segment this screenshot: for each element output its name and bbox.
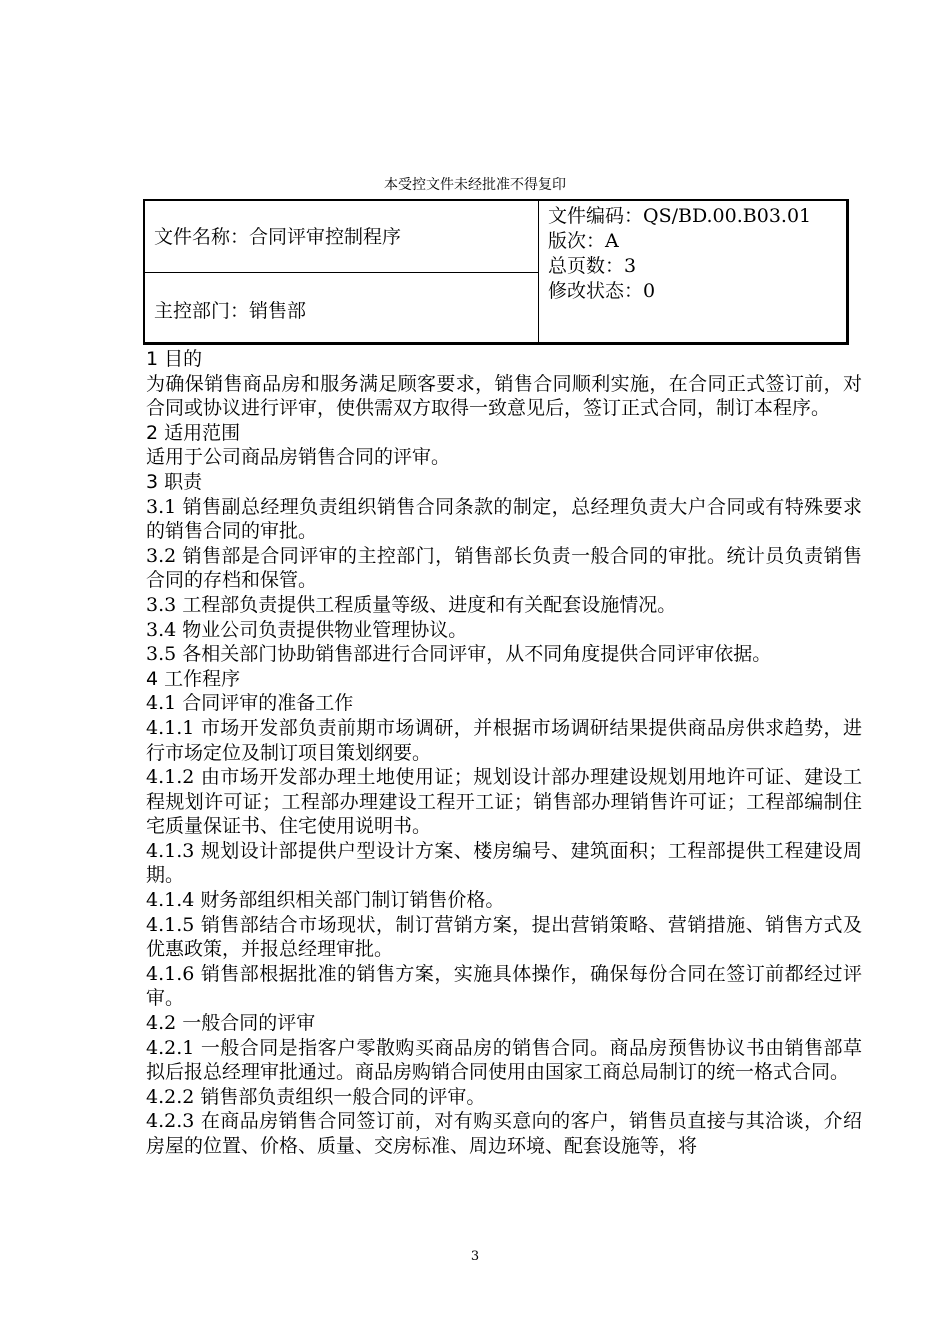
section-heading: 3 职责 [146, 470, 203, 493]
body-paragraph: 4.1.6 销售部根据批准的销售方案，实施具体操作，确保每份合同在签订前都经过评审。 [146, 962, 862, 1010]
revision-status: 修改状态：0 [548, 280, 656, 302]
section-heading: 1 目的 [146, 348, 203, 370]
body-paragraph: 4.1 合同评审的准备工作 [146, 692, 354, 715]
body-paragraph: 4.2.3 在商品房销售合同签订前，对有购买意向的客户，销售员直接与其洽谈，介绍房屋的位置、价格、质量、交房标准、周边环境、配套设施等，将 [146, 1110, 862, 1157]
body-paragraph: 4.1.2 由市场开发部办理土地使用证；规划设计部办理建设规划用地许可证、建设工程规划许可证；工程部办理建设工程开工证；销售部办理销售许可证；工程部编制住宅质量保证书、住宅使用说明书。 [146, 766, 862, 838]
section-heading: 4 工作程序 [146, 667, 241, 690]
body-paragraph: 4.1.1 市场开发部负责前期市场调研，并根据市场调研结果提供商品房供求趋势，进行市场定位及制订项目策划纲要。 [146, 716, 862, 764]
department-cell: 主控部门：销售部 [145, 273, 539, 344]
body-paragraph: 4.2.1 一般合同是指客户零散购买商品房的销售合同。商品房预售协议书由销售部草拟后报总经理审批通过。商品房购销合同使用由国家工商总局制订的统一格式合同。 [146, 1036, 862, 1084]
body-paragraph: 4.1.4 财务部组织相关部门制订销售价格。 [146, 889, 505, 912]
body-paragraph: 3.5 各相关部门协助销售部进行合同评审，从不同角度提供合同评审依据。 [146, 643, 772, 666]
body-paragraph: 3.4 物业公司负责提供物业管理协议。 [146, 618, 468, 641]
total-pages: 总页数：3 [548, 255, 637, 277]
file-name-cell: 文件名称：合同评审控制程序 [145, 201, 539, 273]
header-note: 本受控文件未经批准不得复印 [384, 177, 566, 193]
body-paragraph: 适用于公司商品房销售合同的评审。 [146, 446, 451, 469]
body-paragraph: 为确保销售商品房和服务满足顾客要求，销售合同顺利实施，在合同正式签订前，对合同或协议进行评审，使供需双方取得一致意见后，签订正式合同，制订本程序。 [146, 372, 862, 420]
document-body [146, 347, 862, 1159]
page-number: 3 [470, 1249, 480, 1264]
section-heading: 2 适用范围 [146, 421, 241, 444]
body-paragraph: 4.2.2 销售部负责组织一般合同的评审。 [146, 1085, 486, 1108]
document-meta-cell [539, 201, 848, 344]
body-paragraph: 3.1 销售副总经理负责组织销售合同条款的制定，总经理负责大户合同或有特殊要求的销售合同的审批。 [146, 495, 862, 543]
body-paragraph: 4.1.5 销售部结合市场现状，制订营销方案，提出营销策略、营销措施、销售方式及优惠政策，并报总经理审批。 [146, 913, 862, 961]
document-info-table [143, 199, 849, 345]
body-paragraph: 3.3 工程部负责提供工程质量等级、进度和有关配套设施情况。 [146, 593, 677, 616]
body-paragraph: 4.1.3 规划设计部提供户型设计方案、楼房编号、建筑面积；工程部提供工程建设周期。 [146, 839, 862, 887]
body-paragraph: 3.2 销售部是合同评审的主控部门，销售部长负责一般合同的审批。统计员负责销售合同的存档和保管。 [146, 544, 862, 592]
body-paragraph: 4.2 一般合同的评审 [146, 1012, 316, 1035]
file-code: 文件编码：QS/BD.00.B03.01 [548, 205, 812, 227]
edition: 版次：A [548, 230, 619, 252]
